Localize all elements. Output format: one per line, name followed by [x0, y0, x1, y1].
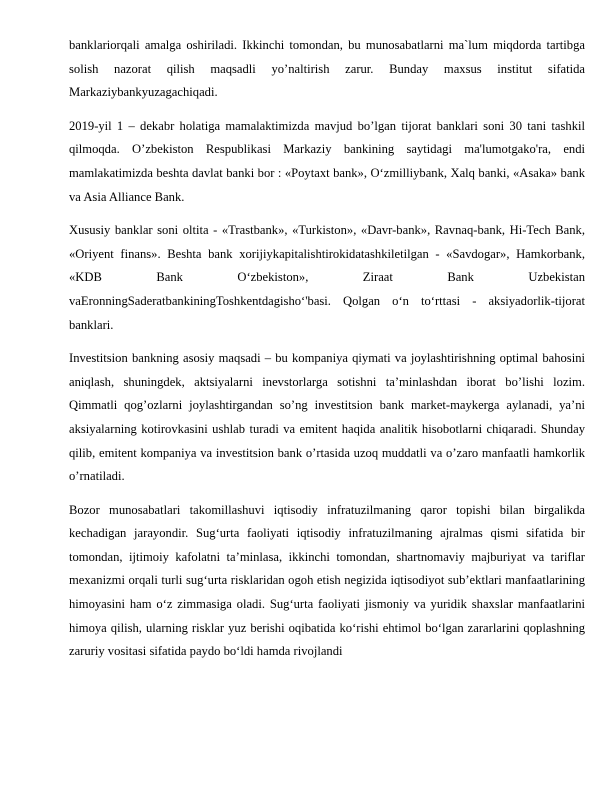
paragraph-investment-bank: Investitsion bankning asosiy maqsadi – bu kompaniya qiymati va joylashtirishning optimal bahosini aniqlash, shuningdek, aktsiyalarni inevstorlarga sotishni taʼminlashdan iborat boʼlishi lozim. Qimmatli qogʼozlarni joylashtirgandan soʼng investitsion bank market-maykerga aylanadi, yaʼni aksiyalarning kotirovkasini ushlab turadi va emitent haqida analitik hisobotlarni chiqaradi. Shunday qilib, emitent kompaniya va investitsion bank oʼrtasida uzoq muddatli va oʼzaro manfaatli hamkorlik oʼrnatiladi.	[69, 351, 585, 484]
paragraph-state-banks: 2019-yil 1 – dekabr holatiga mamalaktimizda mavjud bo’lgan tijorat banklari soni 30 tani tashkil qilmoqda. O’zbekiston Respublikasi Markaziy bankining saytidagi ma'lumotgako'ra, endi mamlakatimizda beshta davlat banki bor : «Poytaxt bank», O‘zmilliybank, Xalq banki, «Asaka» bank va Asia Alliance Bank.	[69, 118, 585, 204]
paragraph-insurance: Bozor munosabatlari takomillashuvi iqtisodiy infratuzilmaning qaror topishi bilan birgalikda kechadigan jarayondir. Sug‘urta faoliyati iqtisodiy infratuzilmaning ajralmas qismi sifatida bir tomondan, ijtimoiy kafolatni ta’minlasa, ikkinchi tomondan, shartnomaviy majburiyat va tariflar mexanizmi orqali turli sug‘urta risklaridan ogoh etish negizida iqtisodiyot sub’ektlari manfaatlarining himoyasini ham o‘z zimmasiga oladi. Sug‘urta faoliyati jismoniy va yuridik shaxslar manfaatlarini himoya qilish, ularning risklar yuz berishi oqibatida ko‘rishi ehtimol bo‘lgan zararlarini qoplashning zaruriy vositasi sifatida paydo bo‘ldi hamda rivojlandi	[69, 502, 585, 659]
paragraph-bank-regulation: banklariorqali amalga oshiriladi. Ikkinchi tomondan, bu munosabatlarni ma`lum miqdorda tartibga solish nazorat qilish maqsadli yo’naltirish zarur. Bunday maxsus institut sifatida Markaziybankyuzagachiqadi.	[69, 38, 585, 100]
paragraph-private-banks: Xususiy banklar soni oltita - «Trastbank», «Turkiston», «Davr-bank», Ravnaq-bank, Hi-Tech Bank, «Oriyent finans». Beshta bank xorijiykapitalishtirokidatashkiletilgan - «Savdogar», Hamkorbank, «KDB Bank O‘zbekiston», Ziraat Bank Uzbekistan vaEronningSaderatbankiningToshkentdagisho‘'basi. Qolgan o‘n to‘rttasi - aksiyadorlik-tijorat banklari.	[69, 223, 585, 332]
document-page	[69, 34, 585, 664]
